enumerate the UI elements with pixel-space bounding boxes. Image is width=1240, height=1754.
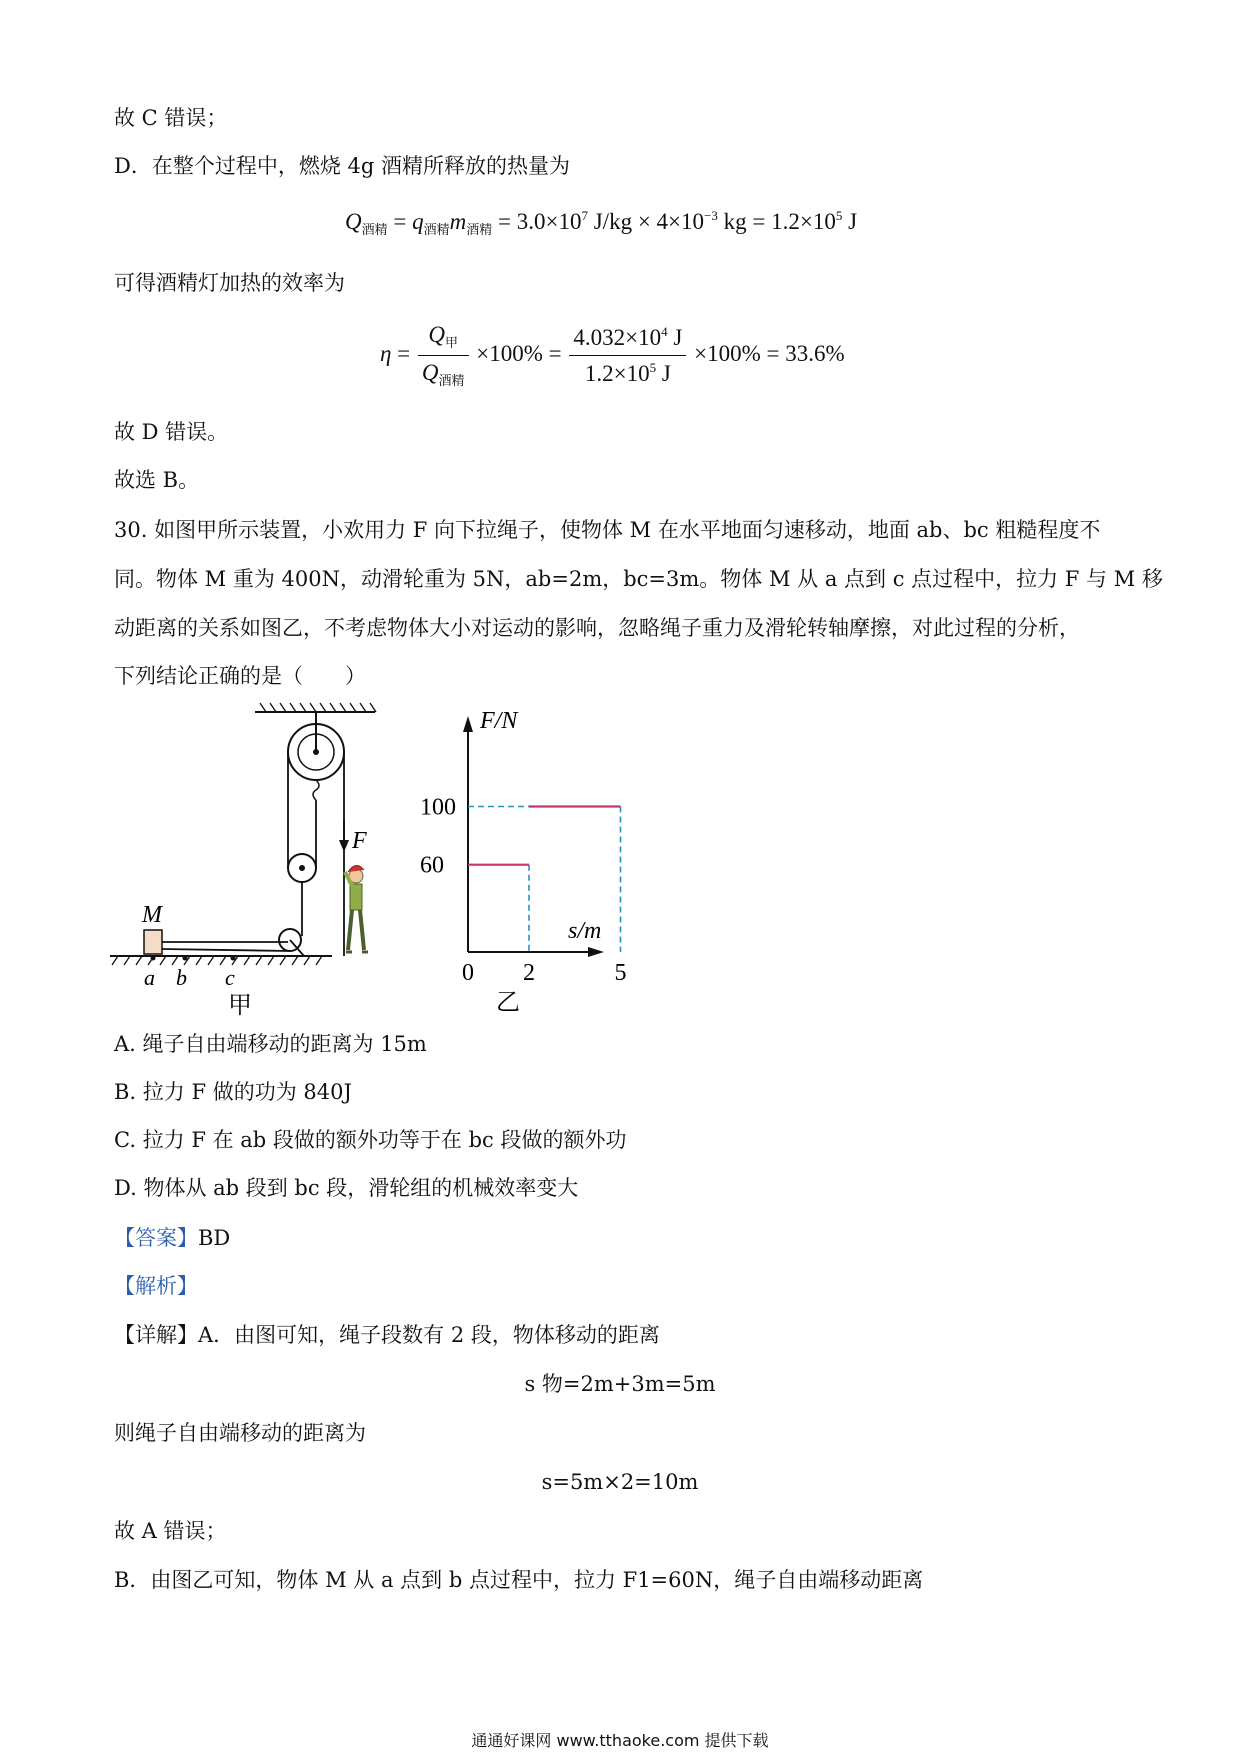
figure-caption: 甲 xyxy=(228,993,252,1019)
question-text: 同。物体 M 重为 400N，动滑轮重为 5N，ab=2m，bc=3m。物体 M 从 a 点到 c 点过程中，拉力 F 与 M 移 xyxy=(114,567,1163,591)
fraction xyxy=(569,324,686,387)
equation-line: s=5m×2=10m xyxy=(541,1470,699,1494)
x-axis-arrow-icon xyxy=(588,947,604,957)
formula-text: J/kg × 4×10 xyxy=(587,209,705,234)
analysis-line xyxy=(114,1272,198,1300)
ground-hatch xyxy=(112,956,322,965)
y-tick-label: 100 xyxy=(420,794,456,821)
formula-text: kg = 1.2×10 xyxy=(717,209,836,234)
formula-subscript: 酒精 xyxy=(423,222,450,237)
detail-line xyxy=(114,1321,660,1349)
force-arrow-icon xyxy=(339,840,349,852)
point-a xyxy=(151,956,156,961)
text-line: 故 D 错误。 xyxy=(114,420,229,444)
y-tick-label: 60 xyxy=(420,852,444,879)
answer-line xyxy=(114,1224,230,1252)
formula-symbol: Q xyxy=(345,209,362,234)
text-line: B．由图乙可知，物体 M 从 a 点到 b 点过程中，拉力 F1=60N，绳子自由端移动距离 xyxy=(114,1568,924,1592)
formula-subscript: 酒精 xyxy=(438,373,465,388)
formula-symbol: m xyxy=(449,209,467,234)
formula-exponent: 5 xyxy=(835,208,843,223)
efficiency-formula: η = $\frac{Q_甲}{Q_{酒精}}$ ×100% = $\frac{4.032\times 10^4 J}{1.2\times 10^5 J}$ ×100% = 33.6% xyxy=(380,322,845,388)
fraction xyxy=(418,322,469,389)
y-axis-arrow-icon xyxy=(463,716,473,732)
figure-caption: 乙 xyxy=(496,990,520,1016)
answer-tag: 【答案】 xyxy=(114,1226,198,1250)
formula-text: J xyxy=(842,209,858,234)
point-b xyxy=(183,956,188,961)
heat-formula: $Q_{酒精} = q_{酒精}m_{酒精} = 3.0\times 10^7$ $J/kg \times 4\times 10^{-3}$ kg = $1.2\times 10^5$ J xyxy=(345,208,858,237)
formula-symbol: q xyxy=(412,209,424,234)
detail-text: A．由图可知，绳子段数有 2 段，物体移动的距离 xyxy=(198,1323,660,1347)
option-a: A. 绳子自由端移动的距离为 15m xyxy=(114,1032,427,1056)
formula-text: = 3.0×10 xyxy=(498,209,582,234)
detail-tag: 【详解】 xyxy=(114,1323,198,1347)
option-c: C. 拉力 F 在 ab 段做的额外功等于在 bc 段做的额外功 xyxy=(114,1128,627,1152)
option-d: D. 物体从 ab 段到 bc 段，滑轮组的机械效率变大 xyxy=(114,1176,579,1200)
x-tick-label: 5 xyxy=(614,960,627,986)
formula-exponent: 7 xyxy=(581,208,588,223)
question-text: 下列结论正确的是（ ） xyxy=(114,664,366,688)
formula-text: J xyxy=(667,325,683,350)
option-b: B. 拉力 F 做的功为 840J xyxy=(114,1080,352,1104)
formula-text: 4.032×10 xyxy=(573,325,662,350)
text-line: D．在整个过程中，燃烧 4g 酒精所释放的热量为 xyxy=(114,154,570,178)
ceiling-hatch xyxy=(260,703,376,712)
label-f: F xyxy=(352,828,367,854)
text-line: 故 A 错误； xyxy=(114,1519,227,1543)
x-axis-label: s/m xyxy=(568,918,602,944)
formula-symbol: Q xyxy=(428,322,446,347)
label-c: c xyxy=(225,965,235,990)
formula-text: 1.2×10 xyxy=(584,361,650,386)
formula-exponent: 4 xyxy=(661,324,668,339)
y-axis-label: F/N xyxy=(480,708,518,734)
point-c xyxy=(231,956,236,961)
formula-subscript: 甲 xyxy=(445,335,459,350)
text-line: 可得酒精灯加热的效率为 xyxy=(114,271,345,295)
label-b: b xyxy=(176,965,187,990)
analysis-tag: 【解析】 xyxy=(114,1274,198,1298)
question-text: 动距离的关系如图乙，不考虑物体大小对运动的影响，忽略绳子重力及滑轮转轴摩擦，对此过程的分析， xyxy=(114,616,1080,640)
label-a: a xyxy=(144,965,155,990)
force-distance-chart xyxy=(400,700,700,1030)
pulley-apparatus-figure xyxy=(110,700,390,1030)
x-tick-label: 0 xyxy=(462,960,474,986)
text-line: 故选 B。 xyxy=(114,468,200,492)
formula-text: ×100% = xyxy=(476,340,562,366)
formula-symbol: η xyxy=(380,340,392,366)
label-m: M xyxy=(142,902,162,928)
answer-value: BD xyxy=(198,1226,231,1250)
person-pulling-icon xyxy=(345,865,368,952)
formula-exponent: −3 xyxy=(704,208,718,223)
formula-subscript: 酒精 xyxy=(466,222,493,237)
x-tick-label: 2 xyxy=(523,960,535,986)
formula-text: J xyxy=(656,361,671,386)
hook xyxy=(313,780,319,800)
formula-text: ×100% = 33.6% xyxy=(694,340,845,366)
formula-exponent: 5 xyxy=(649,360,657,375)
text-line: 则绳子自由端移动的距离为 xyxy=(114,1421,366,1445)
question-text: 30. 如图甲所示装置，小欢用力 F 向下拉绳子，使物体 M 在水平地面匀速移动，地面 ab、bc 粗糙程度不 xyxy=(114,518,1101,542)
formula-symbol: Q xyxy=(421,360,439,385)
equation-line: s 物=2m+3m=5m xyxy=(524,1372,716,1396)
page-footer: 通通好课网 www.tthaoke.com 提供下载 xyxy=(471,1731,769,1750)
formula-subscript: 酒精 xyxy=(361,222,388,237)
block-m xyxy=(144,930,162,954)
text-line: 故 C 错误； xyxy=(114,106,228,130)
